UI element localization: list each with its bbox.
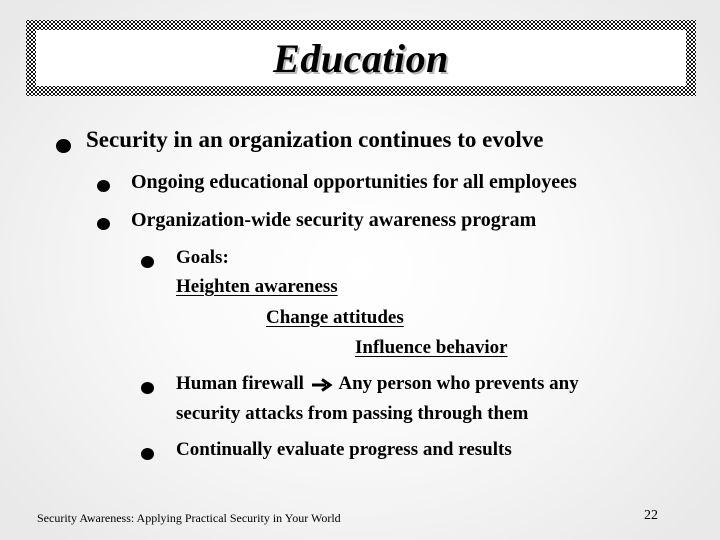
- bullet-icon: [97, 218, 110, 230]
- human-firewall-term: Human firewall: [176, 373, 304, 394]
- arrow-right-icon: [311, 378, 333, 392]
- sub-bullet-text-2: Organization-wide security awareness program: [131, 209, 537, 231]
- title-area: [36, 30, 686, 86]
- bullet-icon: [141, 448, 154, 460]
- goal-heighten-awareness: Heighten awareness: [176, 276, 338, 297]
- evaluate-text: Continually evaluate progress and results: [176, 439, 512, 460]
- human-firewall-definition-cont: security attacks from passing through them: [176, 403, 529, 424]
- bullet-icon: [141, 382, 154, 394]
- human-firewall-line: [176, 373, 579, 395]
- slide-title: Education: [273, 35, 449, 81]
- goal-change-attitudes: Change attitudes: [266, 307, 404, 328]
- goals-label: Goals:: [176, 247, 229, 268]
- page-number: 22: [644, 508, 658, 523]
- title-frame: [26, 20, 696, 96]
- bullet-icon: [97, 180, 110, 192]
- goal-influence-behavior: Influence behavior: [355, 337, 508, 358]
- human-firewall-definition: Any person who prevents any: [338, 373, 579, 394]
- bullet-icon: [56, 139, 71, 153]
- footer-text: Security Awareness: Applying Practical Security in Your World: [37, 511, 341, 525]
- sub-bullet-text-1: Ongoing educational opportunities for all employees: [131, 171, 577, 193]
- bullet-icon: [141, 256, 154, 268]
- main-bullet-text: Security in an organization continues to evolve: [86, 127, 544, 152]
